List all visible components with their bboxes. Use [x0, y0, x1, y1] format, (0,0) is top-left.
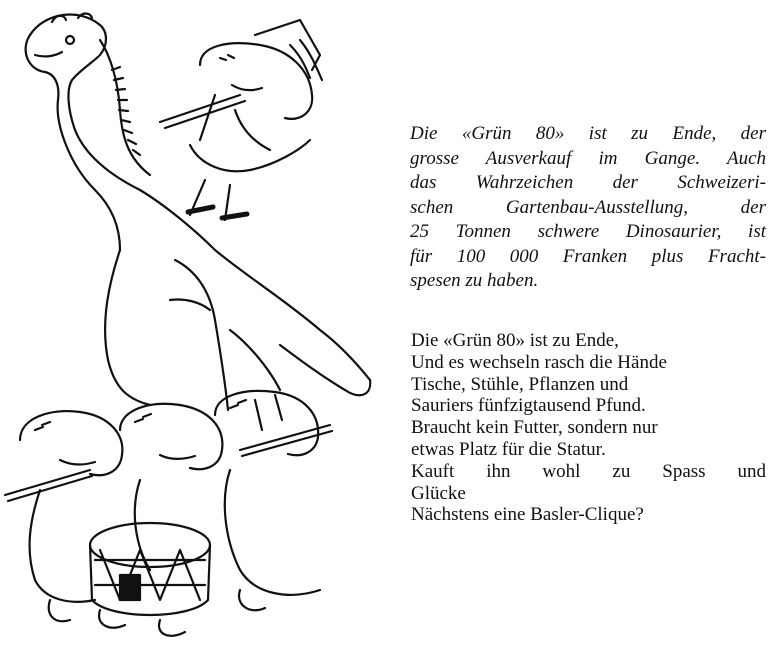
rider-piper: [160, 20, 322, 220]
intro-paragraph: [410, 122, 766, 294]
intro-line: Die «Grün 80» ist zu Ende, der: [410, 123, 766, 144]
poem-line: Kauft ihn wohl zu Spass und: [411, 460, 766, 482]
poem: [411, 330, 766, 526]
intro-line: 25 Tonnen schwere Dinosaurier, ist: [410, 221, 766, 242]
poem-line: Die «Grün 80» ist zu Ende,: [411, 330, 619, 351]
intro-line: schen Gartenbau-Ausstellung, der: [410, 196, 766, 218]
poem-line: Tische, Stühle, Pflanzen und: [411, 373, 629, 395]
intro-line: für 100 000 Franken plus Fracht-: [410, 245, 766, 267]
poem-line: etwas Platz für die Statur.: [411, 438, 606, 460]
marching-band: [5, 391, 332, 636]
dinosaur: [26, 14, 371, 431]
poem-line: Sauriers fünfzigtausend Pfund.: [411, 395, 646, 417]
poem-line: Glücke: [411, 482, 466, 504]
poem-line: Braucht kein Futter, sondern nur: [411, 417, 658, 439]
intro-line: das Wahrzeichen der Schweizeri-: [410, 172, 766, 193]
poem-line: Und es wechseln rasch die Hände: [411, 351, 667, 373]
intro-line: grosse Ausverkauf im Gange. Auch: [410, 147, 766, 169]
poem-line: Nächstens eine Basler-Clique?: [411, 504, 644, 526]
intro-line: spesen zu haben.: [410, 270, 539, 291]
